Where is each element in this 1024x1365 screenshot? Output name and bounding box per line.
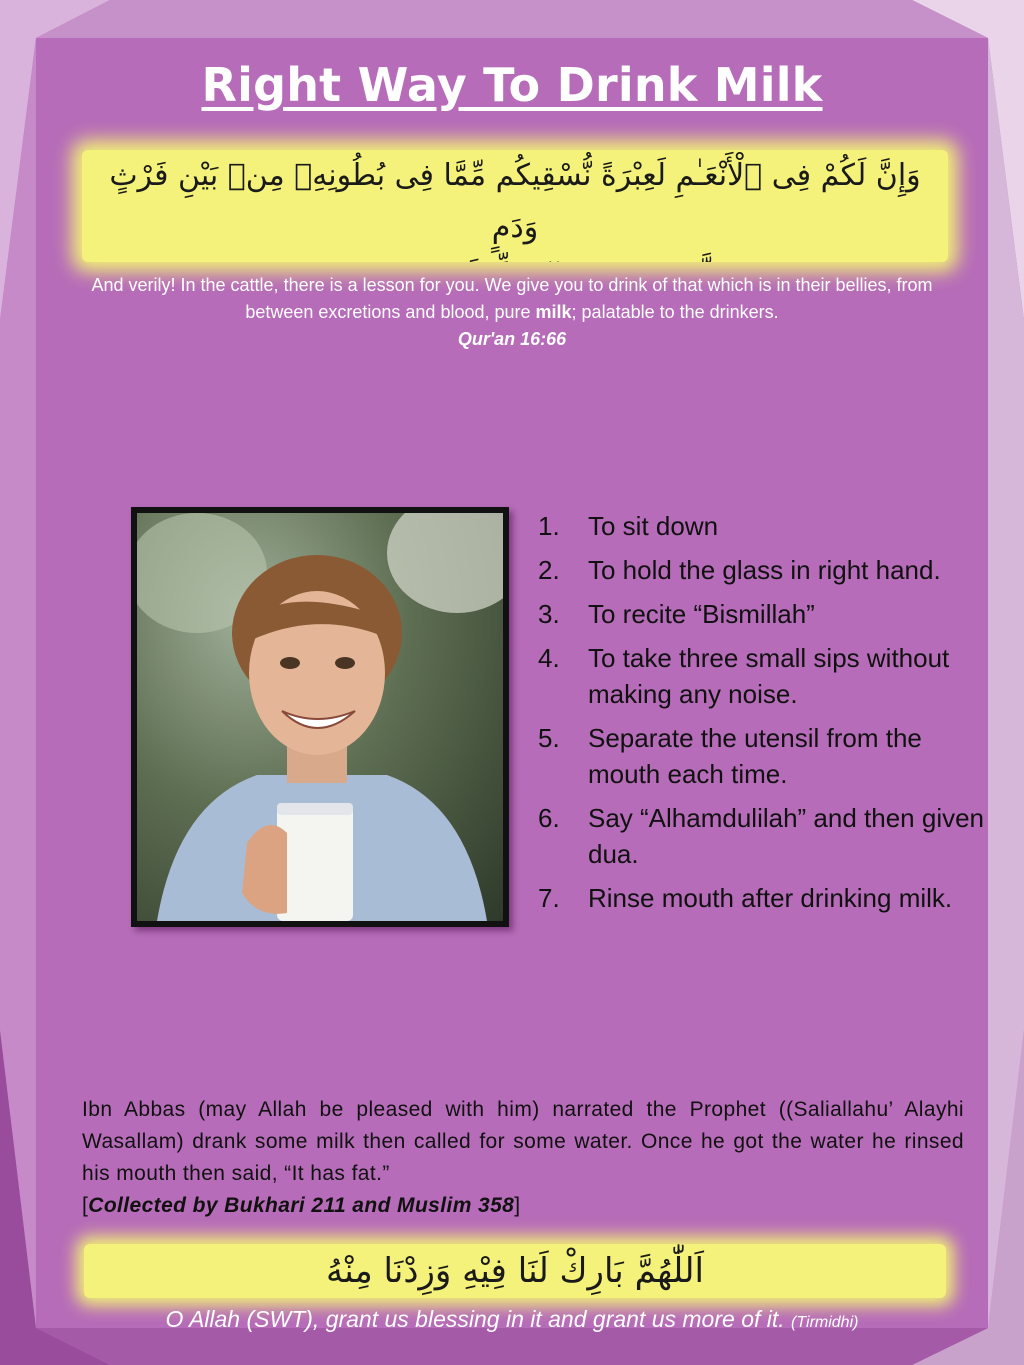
verse-arabic-line-2	[82, 254, 948, 262]
hadith-citation: Collected by Bukhari 211 and Muslim 358	[88, 1194, 515, 1217]
step-number: 6.	[538, 803, 560, 833]
hadith-text: Ibn Abbas (may Allah be pleased with him) narrated the Prophet ((Saliallahu’ Alayhi Wasallam) drank some milk then called for some water. Once he got the water he rinsed his mouth then said, “It has fat.”	[82, 1098, 964, 1185]
list-item	[538, 508, 998, 544]
translation-highlight: milk	[535, 302, 572, 322]
boy-drinking-milk-photo	[137, 513, 503, 921]
list-item	[538, 880, 998, 916]
list-item	[538, 552, 998, 588]
step-number: 1.	[538, 511, 560, 541]
step-text: Rinse mouth after drinking milk.	[588, 883, 953, 913]
dua-translation	[0, 1306, 1024, 1333]
list-item	[538, 640, 998, 712]
citation-close-bracket: ]	[514, 1194, 521, 1217]
photo-illustration	[137, 513, 503, 921]
dua-arabic-banner	[84, 1244, 946, 1298]
dua-source: (Tirmidhi)	[791, 1314, 859, 1331]
list-item	[538, 720, 998, 792]
step-number: 3.	[538, 599, 560, 629]
drinking-steps-list	[538, 508, 998, 924]
step-text: To sit down	[588, 511, 719, 541]
page-title: Right Way To Drink Milk	[201, 58, 823, 112]
verse-arabic-line-1: وَإِنَّ لَكُمْ فِى ٱلْأَنْعَـٰمِ لَعِبْرَةً نُّسْقِيكُم مِّمَّا فِى بُطُونِهِۦ مِنۢ بَيْنِ فَرْثٍ وَدَمٍ	[109, 158, 921, 245]
step-text: To take three small sips without making any noise.	[588, 643, 950, 709]
step-text: To recite “Bismillah”	[588, 599, 815, 629]
citation-open-bracket: [	[82, 1194, 89, 1217]
verse-reference: Qur'an 16:66	[457, 329, 567, 349]
dua-arabic: اَللّٰهُمَّ بَارِكْ لَنَا فِيْهِ وَزِدْنَا مِنْهُ	[326, 1251, 704, 1291]
hadith-paragraph	[82, 1094, 964, 1222]
step-number: 4.	[538, 643, 560, 673]
step-text: Say “Alhamdulilah” and then given dua.	[588, 803, 985, 869]
step-number: 7.	[538, 883, 560, 913]
step-number: 5.	[538, 723, 560, 753]
verse-translation	[80, 272, 944, 353]
quran-verse-banner	[82, 150, 948, 262]
translation-text-end: ; palatable to the drinkers.	[571, 302, 779, 322]
dua-translation-text: O Allah (SWT), grant us blessing in it and grant us more of it.	[165, 1306, 785, 1332]
step-number: 2.	[538, 555, 560, 585]
photo-frame	[131, 507, 509, 927]
translation-text: And verily! In the cattle, there is a lesson for you. We give you to drink of that which is in their bellies, from between excretions and blood, pure	[91, 275, 933, 322]
list-item	[538, 596, 998, 632]
list-item	[538, 800, 998, 872]
step-text: To hold the glass in right hand.	[588, 555, 941, 585]
step-text: Separate the utensil from the mouth each time.	[588, 723, 922, 789]
